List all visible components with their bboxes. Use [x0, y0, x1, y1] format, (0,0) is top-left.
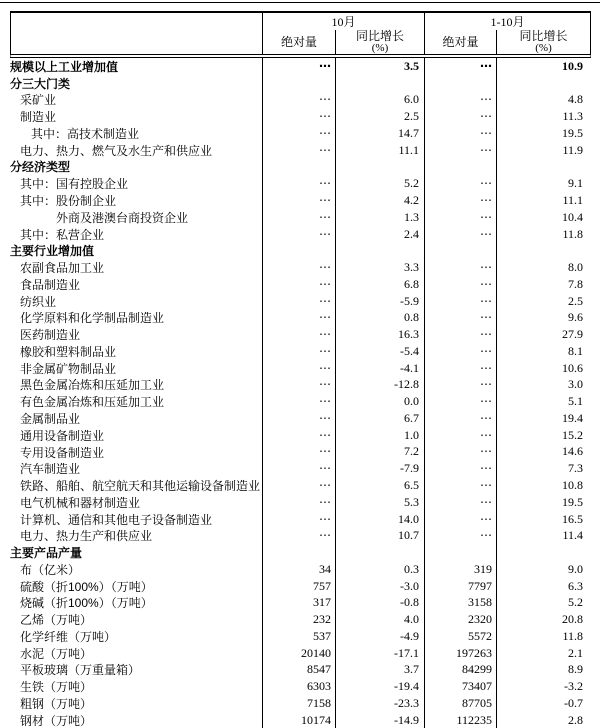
row-label: 专用设备制造业 — [10, 444, 263, 461]
table-row — [10, 460, 591, 477]
row-value: ⋯ — [263, 527, 336, 544]
row-value: ⋯ — [425, 326, 497, 343]
row-value: 6.0 — [336, 92, 425, 109]
row-value: ⋯ — [425, 410, 497, 427]
row-value: ⋯ — [425, 377, 497, 394]
row-value: 14.7 — [336, 125, 425, 142]
row-value: ⋯ — [263, 444, 336, 461]
row-label: 其中：股份制企业 — [10, 192, 263, 209]
row-value: 5.2 — [336, 175, 425, 192]
table-row — [10, 58, 591, 75]
row-value: ⋯ — [425, 125, 497, 142]
row-value: -7.9 — [336, 460, 425, 477]
header-period-october: 10月 — [263, 13, 425, 30]
row-value — [263, 75, 336, 92]
header-yoy-oct-label: 同比增长 — [355, 29, 404, 43]
row-value: 3.5 — [336, 58, 425, 75]
table-row — [10, 192, 591, 209]
table-row — [10, 477, 591, 494]
header-label-spacer-2 — [11, 30, 263, 54]
row-value: 6.5 — [336, 477, 425, 494]
header-absolute-oct — [263, 30, 336, 54]
row-value: 11.1 — [336, 142, 425, 159]
row-label: 化学纤维（万吨） — [10, 628, 263, 645]
row-value: ⋯ — [263, 226, 336, 243]
header-yoy-janoct-unit: (%) — [535, 42, 552, 54]
row-value: ⋯ — [263, 343, 336, 360]
row-label: 硫酸（折100%）（万吨） — [10, 578, 263, 595]
row-value: 9.6 — [568, 310, 583, 325]
table-row — [10, 226, 591, 243]
row-label: 水泥（万吨） — [10, 645, 263, 662]
row-value: ⋯ — [425, 360, 497, 377]
row-value: ⋯ — [263, 209, 336, 226]
table-row — [10, 242, 591, 259]
row-value: ⋯ — [425, 293, 497, 310]
row-value: ⋯ — [425, 209, 497, 226]
row-value: ⋯ — [425, 511, 497, 528]
row-value: ⋯ — [263, 125, 336, 142]
table-row — [10, 75, 591, 92]
row-label: 制造业 — [10, 108, 263, 125]
row-value: 19.5 — [562, 125, 583, 140]
row-value: 15.2 — [562, 427, 583, 442]
row-value: 6303 — [263, 678, 336, 695]
row-value: 6.8 — [336, 276, 425, 293]
row-value: 5.2 — [568, 595, 583, 610]
row-value: 3.3 — [336, 259, 425, 276]
page-top-rule — [0, 2, 600, 3]
row-label: 钢材（万吨） — [10, 712, 263, 728]
row-value: ⋯ — [425, 259, 497, 276]
row-label: 食品制造业 — [10, 276, 263, 293]
table-row — [10, 377, 591, 394]
row-value — [336, 544, 425, 561]
table-row — [10, 511, 591, 528]
row-value: -12.8 — [336, 377, 425, 394]
row-value: ⋯ — [263, 360, 336, 377]
row-value: -3.2 — [564, 679, 583, 694]
row-value: ⋯ — [263, 477, 336, 494]
row-value: ⋯ — [425, 444, 497, 461]
table-row — [10, 175, 591, 192]
row-value: ⋯ — [263, 259, 336, 276]
row-value: 0.3 — [336, 561, 425, 578]
row-value: 6.3 — [568, 578, 583, 593]
row-label: 其中：国有控股企业 — [10, 175, 263, 192]
row-value: ⋯ — [263, 494, 336, 511]
table-row — [10, 561, 591, 578]
table-row — [10, 494, 591, 511]
row-label: 电力、热力生产和供应业 — [10, 527, 263, 544]
row-value: 10.6 — [562, 360, 583, 375]
row-value — [497, 75, 591, 92]
row-value: 757 — [263, 578, 336, 595]
table-row — [10, 159, 591, 176]
table-row — [10, 628, 591, 645]
table-row — [10, 595, 591, 612]
header-absolute-janoct — [425, 30, 497, 54]
row-value: ⋯ — [425, 393, 497, 410]
row-value: 3158 — [425, 595, 497, 612]
table-header — [10, 11, 591, 58]
row-label: 有色金属冶炼和压延加工业 — [10, 393, 263, 410]
table-row — [10, 544, 591, 561]
row-value: ⋯ — [263, 293, 336, 310]
row-label: 橡胶和塑料制品业 — [10, 343, 263, 360]
row-value: 16.3 — [336, 326, 425, 343]
row-value: ⋯ — [263, 427, 336, 444]
row-label: 非金属矿物制品业 — [10, 360, 263, 377]
row-value: 87705 — [425, 695, 497, 712]
row-label: 烧碱（折100%）（万吨） — [10, 595, 263, 612]
row-value: ⋯ — [425, 192, 497, 209]
row-label: 其中：高技术制造业 — [10, 125, 263, 142]
table-header-period-row — [11, 13, 590, 30]
row-label: 乙烯（万吨） — [10, 611, 263, 628]
table-row — [10, 92, 591, 109]
row-label: 布（亿米） — [10, 561, 263, 578]
row-value: ⋯ — [425, 527, 497, 544]
row-value: 4.0 — [336, 611, 425, 628]
row-value: 16.5 — [562, 511, 583, 526]
row-value: 14.0 — [336, 511, 425, 528]
table-row — [10, 578, 591, 595]
table-row — [10, 142, 591, 159]
row-value: 2.8 — [568, 712, 583, 727]
row-value: 232 — [263, 611, 336, 628]
row-label: 主要行业增加值 — [10, 242, 263, 259]
row-value — [336, 159, 425, 176]
row-value: ⋯ — [263, 326, 336, 343]
table-row — [10, 276, 591, 293]
row-value: 3.7 — [336, 662, 425, 679]
row-value: 7.3 — [568, 461, 583, 476]
table-row — [10, 293, 591, 310]
row-value: 11.8 — [562, 226, 583, 241]
row-value: 10174 — [263, 712, 336, 728]
row-label: 外商及港澳台商投资企业 — [10, 209, 263, 226]
row-value: 8547 — [263, 662, 336, 679]
row-value: 0.0 — [336, 393, 425, 410]
row-value: ⋯ — [425, 276, 497, 293]
row-value: 5572 — [425, 628, 497, 645]
row-value — [425, 242, 497, 259]
row-value: 9.1 — [568, 176, 583, 191]
row-value: -5.4 — [336, 343, 425, 360]
row-value: 6.7 — [336, 410, 425, 427]
row-value: ⋯ — [425, 92, 497, 109]
row-value: 317 — [263, 595, 336, 612]
row-label: 生铁（万吨） — [10, 678, 263, 695]
row-value: -23.3 — [336, 695, 425, 712]
row-value: -3.0 — [336, 578, 425, 595]
row-value: ⋯ — [425, 460, 497, 477]
row-label: 农副食品加工业 — [10, 259, 263, 276]
row-value: 20.8 — [562, 612, 583, 627]
row-value: -0.8 — [336, 595, 425, 612]
row-label: 计算机、通信和其他电子设备制造业 — [10, 511, 263, 528]
row-value: 7.8 — [568, 276, 583, 291]
row-value: ⋯ — [425, 226, 497, 243]
row-value — [263, 242, 336, 259]
row-value: 8.9 — [568, 662, 583, 677]
row-value: -19.4 — [336, 678, 425, 695]
row-value: 1.0 — [336, 427, 425, 444]
row-value: ⋯ — [425, 494, 497, 511]
row-label: 电气机械和器材制造业 — [10, 494, 263, 511]
row-label: 黑色金属冶炼和压延加工业 — [10, 377, 263, 394]
row-label: 分经济类型 — [10, 159, 263, 176]
row-value: -5.9 — [336, 293, 425, 310]
table-row — [10, 611, 591, 628]
row-value: ⋯ — [425, 175, 497, 192]
row-value: 11.3 — [562, 109, 583, 124]
table-row — [10, 712, 591, 728]
row-value: 537 — [263, 628, 336, 645]
row-value — [425, 75, 497, 92]
row-value: 2320 — [425, 611, 497, 628]
row-value — [263, 544, 336, 561]
row-value: ⋯ — [263, 309, 336, 326]
row-value: 11.9 — [562, 142, 583, 157]
row-value: 7797 — [425, 578, 497, 595]
row-value: 11.1 — [562, 193, 583, 207]
row-value: ⋯ — [263, 142, 336, 159]
row-value: 5.3 — [336, 494, 425, 511]
row-label: 通用设备制造业 — [10, 427, 263, 444]
row-value: 2.5 — [568, 293, 583, 308]
table-row — [10, 645, 591, 662]
row-value: ⋯ — [425, 477, 497, 494]
industrial-output-table — [10, 11, 591, 728]
row-value: 2.5 — [336, 108, 425, 125]
table-row — [10, 343, 591, 360]
table-row — [10, 125, 591, 142]
table-row — [10, 209, 591, 226]
row-value: 11.4 — [562, 528, 583, 543]
header-period-jan-oct: 1-10月 — [490, 14, 525, 29]
row-label: 医药制造业 — [10, 326, 263, 343]
row-value: ⋯ — [425, 309, 497, 326]
row-value — [425, 159, 497, 176]
row-label: 化学原料和化学制品制造业 — [10, 309, 263, 326]
row-value: 8.0 — [568, 260, 583, 275]
row-value: ⋯ — [425, 142, 497, 159]
row-value: ⋯ — [263, 511, 336, 528]
row-value: 19.5 — [562, 494, 583, 509]
table-row — [10, 309, 591, 326]
row-value: 197263 — [425, 645, 497, 662]
row-label: 规模以上工业增加值 — [10, 58, 263, 75]
row-value: -4.9 — [336, 628, 425, 645]
row-label: 分三大门类 — [10, 75, 263, 92]
row-value: ⋯ — [263, 92, 336, 109]
row-value: 14.6 — [562, 444, 583, 459]
row-value: 7.2 — [336, 444, 425, 461]
row-value: 8.1 — [568, 343, 583, 358]
header-yoy-janoct — [497, 30, 590, 54]
row-value: 1.3 — [336, 209, 425, 226]
row-value: ⋯ — [425, 58, 497, 75]
row-value: 10.9 — [562, 58, 583, 73]
row-value: 0.8 — [336, 309, 425, 326]
row-value: 10.8 — [562, 478, 583, 493]
row-value: -4.1 — [336, 360, 425, 377]
header-absolute-janoct-label: 绝对量 — [442, 35, 479, 49]
row-value — [263, 159, 336, 176]
row-value: ⋯ — [263, 276, 336, 293]
row-value: 10.4 — [562, 209, 583, 224]
table-row — [10, 393, 591, 410]
row-value — [497, 159, 591, 176]
row-value: 10.7 — [336, 527, 425, 544]
row-value: ⋯ — [263, 393, 336, 410]
table-row — [10, 360, 591, 377]
row-value: 34 — [263, 561, 336, 578]
header-yoy-janoct-label: 同比增长 — [519, 29, 568, 43]
table-row — [10, 662, 591, 679]
row-value: 112235 — [425, 712, 497, 728]
header-label-spacer — [11, 13, 263, 30]
table-row — [10, 444, 591, 461]
row-value: 3.0 — [568, 377, 583, 392]
row-label: 电力、热力、燃气及水生产和供应业 — [10, 142, 263, 159]
row-value: -14.9 — [336, 712, 425, 728]
row-value: ⋯ — [263, 58, 336, 75]
row-value — [425, 544, 497, 561]
row-value: 73407 — [425, 678, 497, 695]
row-value: -17.1 — [336, 645, 425, 662]
table-row — [10, 527, 591, 544]
row-value: ⋯ — [263, 108, 336, 125]
row-label: 主要产品产量 — [10, 544, 263, 561]
row-value: 19.4 — [562, 410, 583, 425]
row-value: ⋯ — [263, 460, 336, 477]
row-value: 20140 — [263, 645, 336, 662]
table-row — [10, 427, 591, 444]
row-value — [336, 242, 425, 259]
header-yoy-oct — [336, 30, 425, 54]
row-label: 粗钢（万吨） — [10, 695, 263, 712]
table-row — [10, 695, 591, 712]
row-label: 平板玻璃（万重量箱） — [10, 662, 263, 679]
row-value: 9.0 — [568, 561, 583, 576]
row-label: 其中：私营企业 — [10, 226, 263, 243]
row-value: 2.4 — [336, 226, 425, 243]
table-row — [10, 326, 591, 343]
row-value: ⋯ — [425, 108, 497, 125]
row-value: 11.8 — [562, 628, 583, 643]
table-body — [10, 58, 591, 728]
row-label: 铁路、船舶、航空航天和其他运输设备制造业 — [10, 477, 263, 494]
row-label: 金属制品业 — [10, 410, 263, 427]
row-value: 84299 — [425, 662, 497, 679]
header-absolute-oct-label: 绝对量 — [280, 35, 317, 49]
row-value: ⋯ — [263, 377, 336, 394]
row-value: 7158 — [263, 695, 336, 712]
row-value: ⋯ — [263, 175, 336, 192]
row-label: 纺织业 — [10, 293, 263, 310]
table-row — [10, 410, 591, 427]
row-label: 汽车制造业 — [10, 460, 263, 477]
table-header-measure-row — [11, 30, 590, 54]
row-value: 4.8 — [568, 92, 583, 107]
row-label: 采矿业 — [10, 92, 263, 109]
row-value — [497, 242, 591, 259]
table-row — [10, 678, 591, 695]
row-value — [497, 544, 591, 561]
header-yoy-oct-unit: (%) — [371, 42, 389, 54]
row-value: ⋯ — [425, 427, 497, 444]
row-value: 27.9 — [562, 327, 583, 342]
table-row — [10, 259, 591, 276]
row-value: -0.7 — [564, 695, 583, 710]
row-value: ⋯ — [425, 343, 497, 360]
row-value — [336, 75, 425, 92]
row-value: 5.1 — [568, 394, 583, 409]
row-value: ⋯ — [263, 410, 336, 427]
table-row — [10, 108, 591, 125]
row-value: 2.1 — [568, 645, 583, 660]
row-value: 319 — [425, 561, 497, 578]
row-value: 4.2 — [336, 192, 425, 209]
row-value: ⋯ — [263, 192, 336, 209]
